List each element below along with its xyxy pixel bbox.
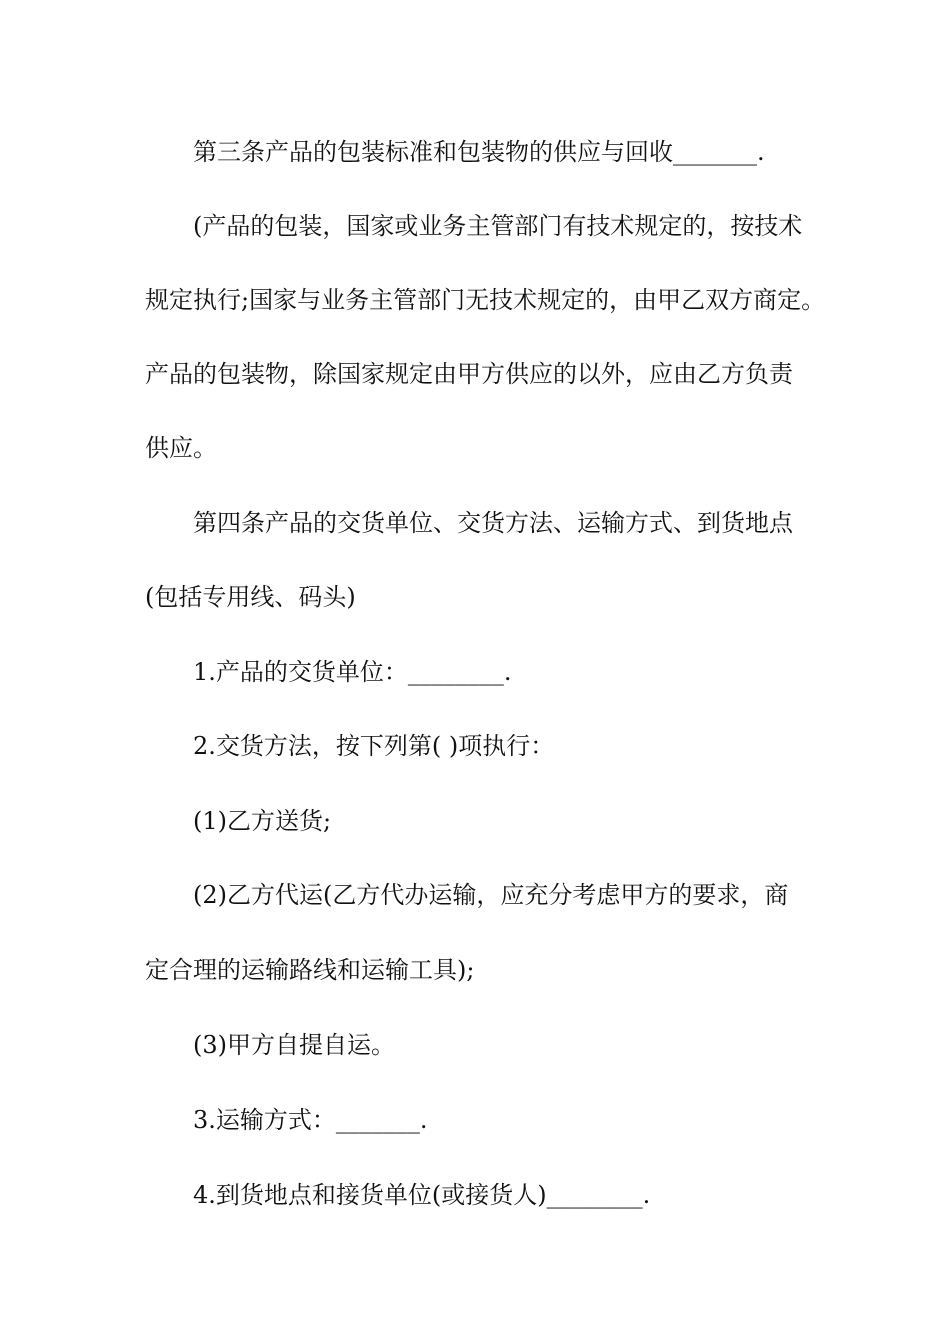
paragraph-line: 产品的包装物，除国家规定由甲方供应的以外，应由乙方负责	[145, 360, 793, 388]
article-4-heading: 第四条产品的交货单位、交货方法、运输方式、到货地点	[193, 509, 793, 537]
list-item: (1)乙方送货;	[193, 807, 332, 835]
list-item: 2.交货方法，按下列第( )项执行：	[193, 732, 555, 760]
list-item: 3.运输方式：_______.	[193, 1106, 428, 1134]
paragraph-line: 供应。	[145, 434, 217, 462]
paragraph-line: (产品的包装，国家或业务主管部门有技术规定的，按技术	[193, 212, 803, 240]
article-3-heading: 第三条产品的包装标准和包装物的供应与回收_______.	[193, 138, 765, 166]
list-item: 1.产品的交货单位：________.	[193, 658, 512, 686]
list-item: (3)甲方自提自运。	[193, 1031, 395, 1059]
list-item: 4.到货地点和接货单位(或接货人)________.	[193, 1181, 651, 1209]
paragraph-line: 规定执行;国家与业务主管部门无技术规定的，由甲乙双方商定。	[145, 286, 826, 314]
list-item: (2)乙方代运(乙方代办运输，应充分考虑甲方的要求，商	[193, 881, 789, 909]
paragraph-line: (包括专用线、码头)	[145, 583, 356, 611]
paragraph-line: 定合理的运输路线和运输工具);	[145, 956, 475, 984]
